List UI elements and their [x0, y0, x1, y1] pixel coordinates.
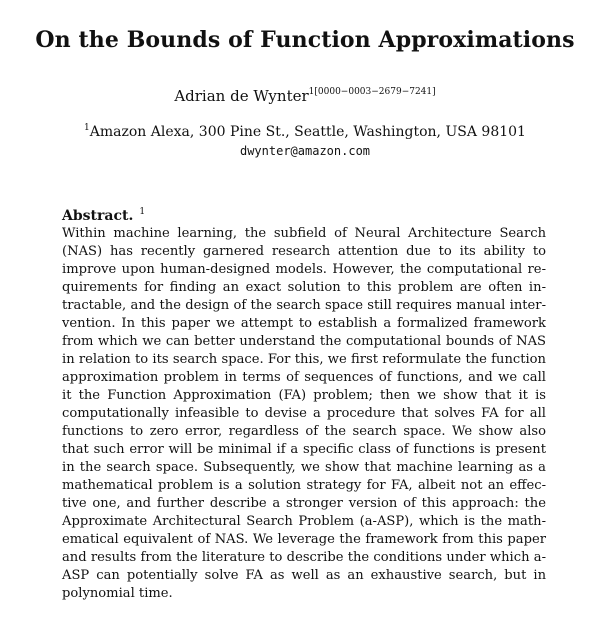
abstract-heading	[62, 207, 145, 224]
affiliation	[0, 123, 610, 140]
affiliation-mark: 1	[84, 123, 90, 133]
abstract-footnote-mark: 1	[139, 207, 146, 217]
author-name: Adrian de Wynter	[174, 87, 309, 105]
abstract-label: Abstract.	[62, 208, 134, 224]
abstract-body: Within machine learning, the subfield of Neural Architecture Search (NAS) has recently garnered research attention due to its ability to improve upon human-designed models. However, the computational requirements for finding an exact solution to this problem are often intractable, and the design of the search space still requires manual intervention. In this paper we attempt to establish a formalized framework from which we can better understand the computational bounds of NAS in relation to its search space. For this, we first reformulate the function approximation problem in terms of sequences of functions, and we call it the Function Approximation (FA) problem; then we show that it is computationally infeasible to devise a procedure that solves FA for all functions to zero error, regardless of the search space. We show also that such error will be minimal if a specific class of functions is present in the search space. Subsequently, we show that machine learning as a mathematical problem is a solution strategy for FA, albeit not an effective one, and further describe a stronger version of this approach: the Approximate Architectural Search Problem (a-ASP), which is the mathematical equivalent of NAS. We leverage the framework from this paper and results from the literature to describe the conditions under which a-ASP can potentially solve FA as well as an exhaustive search, but in polynomial time.	[62, 226, 546, 601]
affiliation-text: Amazon Alexa, 300 Pine St., Seattle, Washington, USA 98101	[89, 124, 526, 140]
author-line	[0, 87, 610, 105]
author-email: dwynter@amazon.com	[239, 144, 371, 158]
paper-title: On the Bounds of Function Approximations	[35, 27, 575, 53]
author-orcid: 1[0000−0003−2679−7241]	[308, 87, 436, 97]
